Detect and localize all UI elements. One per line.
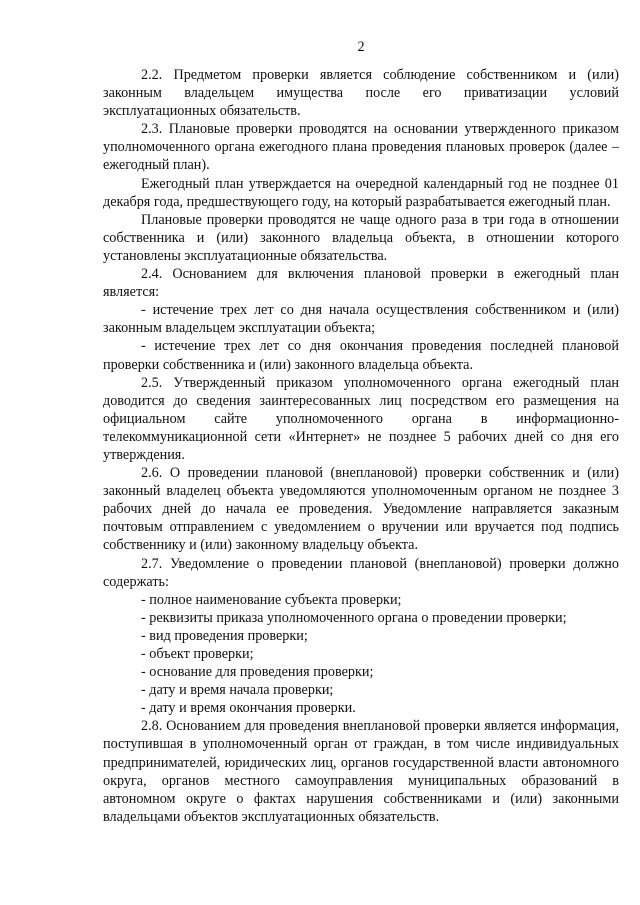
list-item: - основание для проведения проверки; xyxy=(141,664,374,681)
paragraph-basis-item-2: - истечение трех лет со дня окончания проведения последней плановой проверки собственника и (или) законного владельца объекта. xyxy=(103,338,619,373)
paragraph-annual-plan: Ежегодный план утверждается на очередной календарный год не позднее 01 декабря года, предшествующего году, на который разрабатывается ежегодный план. xyxy=(103,175,619,210)
paragraph-2-5: 2.5. Утвержденный приказом уполномоченного органа ежегодный план доводится до сведения заинтересованных лиц посредством его размещения на официальном сайте уполномоченного органа в информационно-телекоммуникационной сети «Интернет» не позднее 5 рабочих дней со дня его утверждения. xyxy=(103,374,619,463)
list-item: - объект проверки; xyxy=(141,646,254,662)
paragraph-2-2: 2.2. Предметом проверки является соблюдение собственником и (или) законным владельцем имущества после его приватизации условий эксплуатационных обязательств. xyxy=(103,67,619,120)
paragraph-basis-item-1: - истечение трех лет со дня начала осуществления собственником и (или) законным владельцем эксплуатации объекта; xyxy=(103,302,619,337)
paragraph-2-6: 2.6. О проведении плановой (внеплановой) проверки собственник и (или) законный владелец объекта уведомляются уполномоченным органом не позднее 3 рабочих дней до начала ее проведения. Уведомление направляется заказным почтовым отправлением с уведомлением о вручении или вручается под подпись собственнику и (или) законному владельцу объекта. xyxy=(103,465,619,554)
list-item: - полное наименование субъекта проверки; xyxy=(141,591,402,608)
list-item: - реквизиты приказа уполномоченного органа о проведении проверки; xyxy=(141,609,567,626)
paragraph-planned-checks: Плановые проверки проводятся не чаще одного раза в три года в отношении собственника и (или) законного владельца объекта, в отношении которого установлены эксплуатационные обязательства. xyxy=(103,211,619,264)
document-page xyxy=(103,38,619,826)
list-item: - дату и время окончания проверки. xyxy=(141,700,356,717)
paragraph-2-3: 2.3. Плановые проверки проводятся на основании утвержденного приказом уполномоченного органа ежегодного плана проведения плановых проверок (далее – ежегодный план). xyxy=(103,121,619,174)
paragraph-2-8: 2.8. Основанием для проведения внеплановой проверки является информация, поступившая в уполномоченный орган от граждан, в том числе индивидуальных предпринимателей, юридических лиц, органов государственной власти автономного округа, органов местного самоуправления муниципальных образований в автономном округе о фактах нарушения собственниками и (или) законными владельцами объектов эксплуатационных обязательств. xyxy=(103,718,619,825)
list-item: - дату и время начала проверки; xyxy=(141,682,334,699)
paragraph-2-7: 2.7. Уведомление о проведении плановой (внеплановой) проверки должно содержать: xyxy=(103,555,619,590)
paragraph-2-4: 2.4. Основанием для включения плановой проверки в ежегодный план является: xyxy=(103,266,619,301)
page-number: 2 xyxy=(357,39,365,55)
notification-contents-list xyxy=(103,591,619,718)
list-item: - вид проведения проверки; xyxy=(141,627,308,644)
